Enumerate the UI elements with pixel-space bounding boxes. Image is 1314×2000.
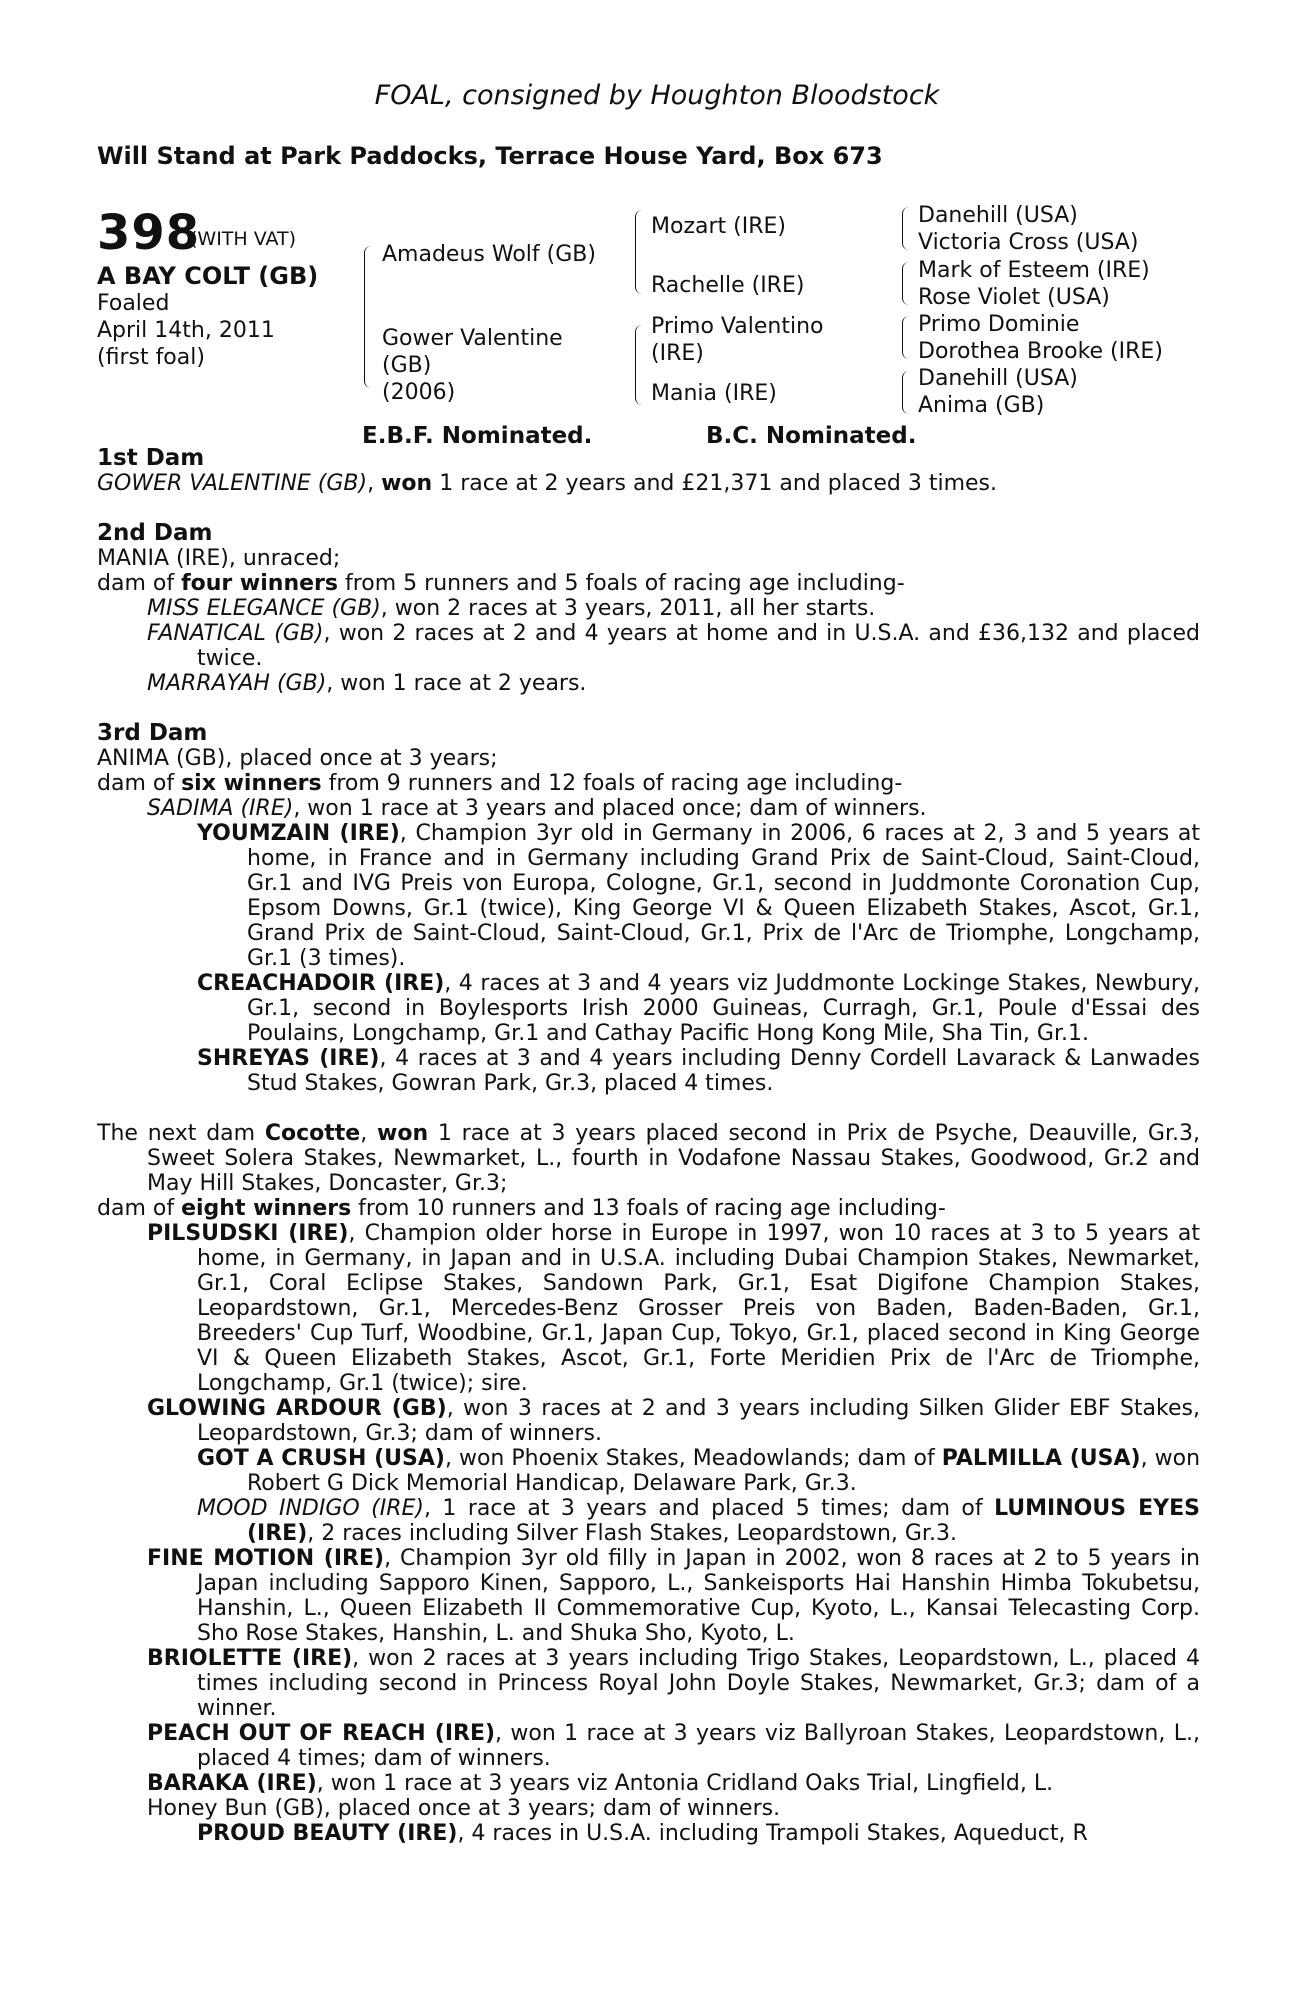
next-dam-progeny: BRIOLETTE (IRE), won 2 races at 3 years including Trigo Stakes, Leopardstown, L., placed 4 times including second in Princess Royal John Doyle Stakes, Newmarket, Gr.3; dam of a winner. — [147, 1646, 1200, 1721]
dam3-heading: 3rd Dam — [97, 720, 208, 746]
dam2-progeny: MARRAYAH (GB), won 1 race at 2 years. — [147, 671, 587, 696]
pedigree-g2: Victoria Cross (USA) — [918, 230, 1139, 255]
pedigree-brace-2b — [635, 325, 642, 405]
next-dam-progeny: Honey Bun (GB), placed once at 3 years; dam of winners. — [147, 1796, 781, 1821]
stand-location: Will Stand at Park Paddocks, Terrace House Yard, Box 673 — [97, 142, 883, 170]
lot-name: A BAY COLT (GB) — [97, 262, 319, 290]
foaled-line: Foaled — [97, 291, 170, 316]
pedigree-g4: Rose Violet (USA) — [918, 285, 1110, 310]
dam2-progeny: MISS ELEGANCE (GB), won 2 races at 3 years, 2011, all her starts. — [147, 596, 876, 621]
dam3-grandprogeny: YOUMZAIN (IRE), Champion 3yr old in Germany in 2006, 6 races at 2, 3 and 5 years at home, in France and in Germany including Grand Prix de Saint-Cloud, Saint-Cloud, Gr.1 and IVG Preis von Europa, Cologne, Gr.1, second in Juddmonte Coronation Cup, Epsom Downs, Gr.1 (twice), King George VI & Queen Elizabeth Stakes, Ascot, Gr.1, Grand Prix de Saint-Cloud, Saint-Cloud, Gr.1, Prix de l'Arc de Triomphe, Longchamp, Gr.1 (3 times). — [197, 821, 1200, 971]
next-dam-progeny: PILSUDSKI (IRE), Champion older horse in Europe in 1997, won 10 races at 3 to 5 years at home, in Germany, in Japan and in U.S.A. including Dubai Champion Stakes, Newmarket, Gr.1, Coral Eclipse Stakes, Sandown Park, Gr.1, Esat Digifone Champion Stakes, Leopardstown, Gr.1, Mercedes-Benz Grosser Preis von Baden, Baden-Baden, Gr.1, Breeders' Cup Turf, Woodbine, Gr.1, Japan Cup, Tokyo, Gr.1, placed second in King George VI & Queen Elizabeth Stakes, Ascot, Gr.1, Forte Meridien Prix de l'Arc de Triomphe, Longchamp, Gr.1 (twice); sire. — [147, 1221, 1200, 1396]
vat-note: (WITH VAT) — [190, 228, 297, 250]
pedigree-g3: Mark of Esteem (IRE) — [918, 258, 1150, 283]
next-dam-grandprogeny: MOOD INDIGO (IRE), 1 race at 3 years and placed 5 times; dam of LUMINOUS EYES (IRE), 2 races including Silver Flash Stakes, Leopardstown, Gr.3. — [197, 1496, 1200, 1546]
pedigree-brace-3d — [902, 371, 909, 414]
pedigree-brace-1 — [364, 246, 371, 388]
dam3-grandprogeny: SHREYAS (IRE), 4 races at 3 and 4 years including Denny Cordell Lavarack & Lanwades Stud Stakes, Gowran Park, Gr.3, placed 4 times. — [197, 1046, 1200, 1096]
pedigree-sire-dam: Rachelle (IRE) — [651, 273, 805, 298]
dam3-name: ANIMA (GB), placed once at 3 years; — [97, 746, 498, 771]
pedigree-brace-2a — [635, 210, 642, 294]
pedigree-brace-3c — [902, 316, 909, 359]
pedigree-g7: Danehill (USA) — [918, 366, 1078, 391]
pedigree-dam: Gower Valentine (GB) (2006) — [382, 326, 563, 405]
pedigree-g6: Dorothea Brooke (IRE) — [918, 339, 1163, 364]
foaled-line: April 14th, 2011 — [97, 318, 275, 343]
pedigree-dam-dam: Mania (IRE) — [651, 381, 777, 406]
next-dam-grandprogeny: PROUD BEAUTY (IRE), 4 races in U.S.A. including Trampoli Stakes, Aqueduct, R — [197, 1821, 1088, 1846]
dam3-summary: dam of six winners from 9 runners and 12 foals of racing age including- — [97, 771, 903, 796]
next-dam-summary: dam of eight winners from 10 runners and 13 foals of racing age including- — [97, 1196, 946, 1221]
dam2-heading: 2nd Dam — [97, 520, 213, 546]
next-dam-progeny: BARAKA (IRE), won 1 race at 3 years viz Antonia Cridland Oaks Trial, Lingfield, L. — [147, 1771, 1054, 1796]
dam2-progeny: FANATICAL (GB), won 2 races at 2 and 4 years at home and in U.S.A. and £36,132 and placed twice. — [147, 621, 1201, 671]
dam2-name: MANIA (IRE), unraced; — [97, 546, 341, 571]
catalogue-body — [97, 446, 1200, 1846]
pedigree-dam-sire: Primo Valentino (IRE) — [651, 314, 824, 366]
bc-nominated: B.C. Nominated. — [706, 423, 917, 449]
page-title: FOAL, consigned by Houghton Bloodstock — [374, 80, 940, 111]
pedigree-g8: Anima (GB) — [918, 393, 1045, 418]
lot-number: 398 — [97, 205, 201, 261]
dam2-summary: dam of four winners from 5 runners and 5 foals of racing age including- — [97, 571, 905, 596]
foaled-line: (first foal) — [97, 345, 205, 370]
pedigree-sire: Amadeus Wolf (GB) — [382, 242, 596, 267]
next-dam: The next dam Cocotte, won 1 race at 3 years placed second in Prix de Psyche, Deauville, Gr.3, Sweet Solera Stakes, Newmarket, L., fourth in Vodafone Nassau Stakes, Goodwood, Gr.2 and May Hill Stakes, Doncaster, Gr.3; — [97, 1121, 1200, 1196]
next-dam-progeny: GLOWING ARDOUR (GB), won 3 races at 2 and 3 years including Silken Glider EBF Stakes, Leopardstown, Gr.3; dam of winners. — [147, 1396, 1200, 1446]
pedigree-g5: Primo Dominie — [918, 312, 1080, 337]
pedigree-brace-3a — [902, 207, 909, 250]
next-dam-grandprogeny: GOT A CRUSH (USA), won Phoenix Stakes, Meadowlands; dam of PALMILLA (USA), won Robert G Dick Memorial Handicap, Delaware Park, Gr.3. — [197, 1446, 1201, 1496]
pedigree-sire-sire: Mozart (IRE) — [651, 214, 786, 239]
dam3-progeny: SADIMA (IRE), won 1 race at 3 years and placed once; dam of winners. — [147, 796, 927, 821]
dam1-record: GOWER VALENTINE (GB), won 1 race at 2 years and £21,371 and placed 3 times. — [97, 471, 998, 496]
pedigree-g1: Danehill (USA) — [918, 203, 1078, 228]
foaled-info — [97, 290, 275, 371]
next-dam-progeny: PEACH OUT OF REACH (IRE), won 1 race at 3 years viz Ballyroan Stakes, Leopardstown, L., placed 4 times; dam of winners. — [147, 1721, 1200, 1771]
ebf-nominated: E.B.F. Nominated. — [362, 423, 593, 449]
pedigree-brace-3b — [902, 262, 909, 305]
dam1-heading: 1st Dam — [97, 445, 205, 471]
next-dam-progeny: FINE MOTION (IRE), Champion 3yr old filly in Japan in 2002, won 8 races at 2 to 5 years in Japan including Sapporo Kinen, Sapporo, L., Sankeisports Hai Hanshin Himba Tokubetsu, Hanshin, L., Queen Elizabeth II Commemorative Cup, Kyoto, L., Kansai Telecasting Corp. Sho Rose Stakes, Hanshin, L. and Shuka Sho, Kyoto, L. — [147, 1546, 1201, 1646]
dam3-grandprogeny: CREACHADOIR (IRE), 4 races at 3 and 4 years viz Juddmonte Lockinge Stakes, Newbury, Gr.1, second in Boylesports Irish 2000 Guineas, Curragh, Gr.1, Poule d'Essai des Poulains, Longchamp, Gr.1 and Cathay Pacific Hong Kong Mile, Sha Tin, Gr.1. — [197, 971, 1200, 1046]
